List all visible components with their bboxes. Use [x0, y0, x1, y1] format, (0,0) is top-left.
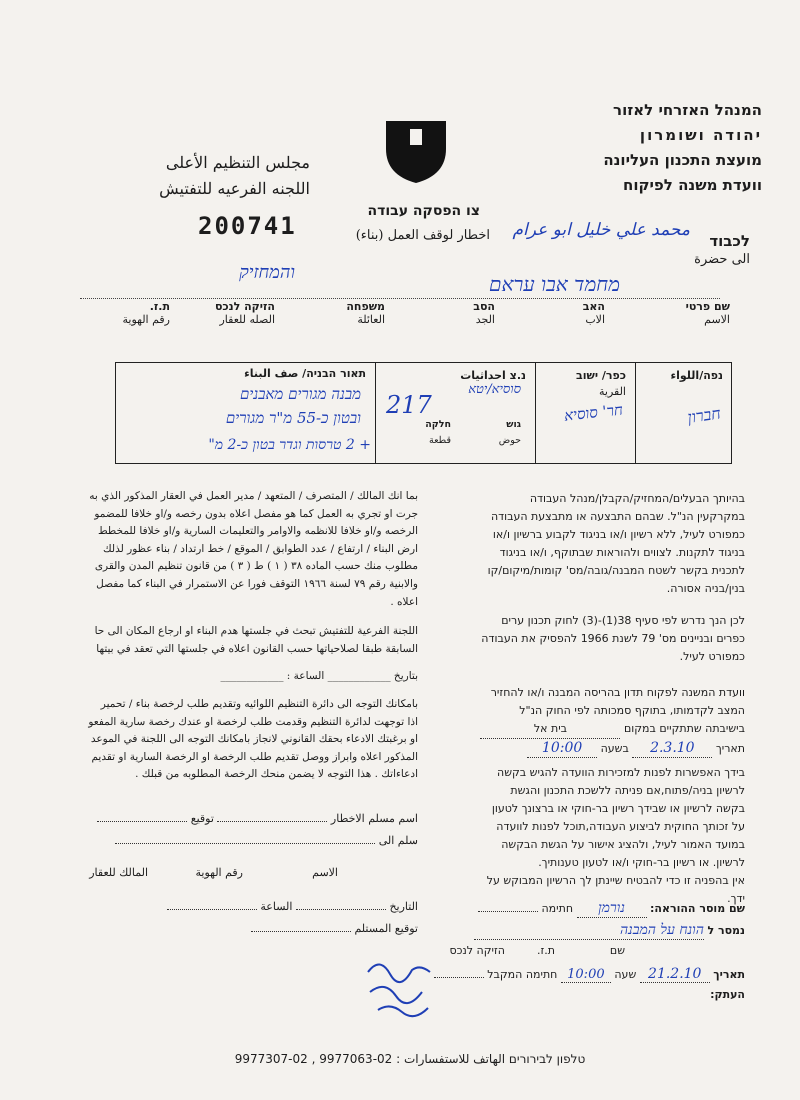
recipient-signature-label: חתימה המקבל [487, 968, 558, 981]
meeting-date-value: 2.3.10 [632, 739, 712, 758]
col-family: משפחה العائلة [346, 300, 385, 326]
identity-handwritten-name: מחמד אבו עראם [489, 272, 620, 296]
ar-authority-line-2: اللجنه الفرعيه للتفتيش [159, 179, 310, 198]
ar-notifier-label: اسم مسلم الاخطار [330, 812, 418, 825]
handwritten-signature [360, 952, 440, 1022]
addressee-name-handwritten: محمد علي خليل ابو عرام [512, 220, 690, 240]
col-relation: הזיקה לנכס الصله للعقار [214, 300, 275, 326]
col-village-label: כפר/ ישוב [576, 369, 626, 382]
hand-coords-place: סוסיא/יטא [468, 382, 521, 397]
authority-line-2: יהודה ושומרון [639, 126, 762, 144]
authority-line-4: וועדת משנה לפיקוח [623, 176, 762, 194]
footer-phone: טלפון לבירורים الهاتف للاستفسارات : 02-9977063 , 02-9977307 [234, 1052, 586, 1066]
hand-description-3: + 2 טרסות וגדר בטון כ-2 מ" [208, 437, 371, 453]
arabic-signature-block [58, 812, 418, 944]
name-label: שם [609, 944, 625, 957]
ar-line: اللجنة الفرعية للتفتيش تبحث في جلستها هدم البناء او ارجاع المكان الى حا [94, 625, 418, 638]
hebrew-authority-header [462, 98, 762, 198]
id-label: ת.ז. [536, 944, 555, 957]
ar-line: السابقة طبقا لصلاحياتها حسب القانون اعلاه في جلستها التي تعقد في بيتها [96, 642, 418, 655]
he-para-4: בידך האפשרות לפנות למזכירות הוועדה להגיש בקשה לרשיון בניה/פתוח,אם פניתה ללשכת התכנון והגשת בקשה לרשיון או שבידך רשיון בר-חוקי או ברצונך לטעון על זכותך החוקית לביצוע העבודה,תוכל לפנות לוועדה במועד האמור לעיל, ולהציג אישור על הגשת הבקשה לרשיון. או רשיון בר-חוקי ו/או לטעון טענותיך. אין בהפניה זו כדי להבטיח שיינתן לך הרשיון המבוקש על ידך. [486, 766, 745, 905]
col-coords-label: נ.צ احداثيات [460, 369, 526, 382]
identity-handwritten-relation: והמחזיק [239, 262, 295, 283]
ar-line: الرخصه و/او خلافا للانظمه والاوامر والتعليمات السارية و/او خلافا للمخطط [97, 525, 418, 538]
delivered-hand: הונח על המבנה [474, 922, 704, 940]
he-para-1: בהיותך הבעלים/המחזיק/הקבלן/מנהל העבודה במקרקעין הנ"ל. שבהם התבצעה או מתבצעת העבודה כמפורט לעיל, ללא רשיון ו/או בניגוד לקבוע ברשיון ו/או בניגוד לתקנות. לצווים ולהוראות שבתוקף, ו/או בניגוד לתכנית בקשר לשטח המבנה/גובה/מס' קומות/מיקום/קו בנין/בניה אסורה. [487, 492, 745, 595]
ar-line: ادعاءاتك . هذا التوجه لا يضمن منحك الرخصة المطلوبه من قبلك . [135, 768, 418, 781]
ar-date-label: التاريخ [389, 900, 418, 913]
col-description-label: תאור הבניה/ صف البناء [244, 367, 366, 380]
ar-line: ارض البناء / ارتفاع / عدد الطوابق / الموقع / خط ارتداد / بناء عظور لذلك [103, 542, 418, 555]
meeting-date-label: תאריך [715, 742, 745, 755]
col-plot-label: قطعة [428, 435, 451, 446]
meeting-hour-value: 10:00 [527, 739, 597, 758]
col-district-label: נפה/اللواء [670, 369, 723, 382]
hand-coords-number: 217 [386, 391, 432, 419]
arabic-body [58, 488, 418, 784]
date-label: תאריך [713, 968, 745, 981]
ar-signature-label: توقيع [190, 812, 214, 825]
location-table [115, 362, 732, 464]
hour-label: שעה [614, 968, 637, 981]
copy-label: העתק: [710, 988, 745, 1001]
emblem-seal [380, 115, 452, 187]
menorah-emblem-icon [380, 115, 452, 187]
ar-line: بامكانك التوجه الى دائرة التنظيم اللوائيه وتقديم طلب لرخصة بناء / تحمير [100, 697, 418, 710]
col-village-ar-label: القرية [598, 385, 626, 398]
ar-line: بتاريخ ____________ الساعة : ____________ [220, 670, 418, 683]
meeting-place: בית אל [533, 722, 568, 735]
delivered-label: נמסר ל [707, 924, 745, 937]
col-father: האב الاب [582, 300, 605, 326]
identity-columns [80, 300, 730, 340]
ar-id-label: رقم الهوية [195, 866, 243, 879]
meeting-hour-label: בשעה [600, 742, 629, 755]
issuer-label: שם מוסר ההוראה: [650, 902, 745, 915]
ar-line: او برغبتك الادعاء بحقك القانوني لانجاز بامكانك التوجه الى اللجنة في الموعد [90, 733, 418, 746]
serial-number: 200741 [198, 212, 297, 240]
col-id: ת.ז. رقم الهوية [122, 300, 170, 326]
ar-line: اذا توجهت لدائرة التنظيم وقدمت طلب لرخصة او عندك رخصة سارية المفعو [88, 715, 418, 728]
col-firstname: שם פרטי الاسم [685, 300, 730, 326]
hebrew-body [425, 490, 745, 908]
col-area-label: حوض [498, 435, 521, 446]
authority-line-3: מועצת התכנון העליונה [603, 151, 762, 169]
identity-underline [80, 298, 720, 299]
col-block-label: גוש [506, 419, 521, 430]
to-label-he: לכבוד [709, 232, 750, 250]
signature-scribble-icon [360, 952, 440, 1022]
hand-district: חברון [686, 403, 722, 427]
col-parcel-label: חלקה [425, 419, 451, 430]
he-para-3: וועדת המשנה לפקוח תדון בהריסה המבנה ו/או להחזיר המצב לקדמותו, בתוקף סמכותה לפי החוק הנ"ל בישיבתה שתתקיים במקום בית אל תאריך 2.3.10 בשעה 10:00 [425, 684, 745, 758]
issuer-signature-label: חתימה [541, 902, 574, 915]
hand-description-1: מבנה מגורים מאבנים [240, 385, 361, 403]
hebrew-signature-block [415, 900, 745, 1008]
col-grandfather: הסב الجد [473, 300, 495, 326]
ar-hour-label: الساعة [260, 900, 293, 913]
ar-line: اعلاه . [390, 595, 418, 608]
hand-village: חר' סוסיא [563, 400, 624, 425]
date-hand: 21.2.10 [640, 966, 710, 983]
ar-delivered-label: سلم الى [378, 834, 418, 847]
to-label-ar: الى حضرة [694, 252, 750, 267]
relation-label: הזיקה לנכס [449, 944, 505, 957]
ar-line: جرت او تجري به العمل كما هو مفصل اعلاه بدون رخصه و/او خلافا للمضمو [94, 507, 418, 520]
ar-authority-line-1: مجلس التنظيم الأعلى [165, 153, 310, 172]
ar-name-label: الاسم [312, 866, 338, 879]
ar-line: المذكور اعلاه وابراز ووصل تقديم طلب الرخصة او الرخصة السارية او تقديم [91, 750, 418, 763]
arabic-authority-header [70, 150, 310, 202]
order-title-ar: اخطار لوقف العمل (بناء) [355, 228, 490, 243]
ar-owner-label: المالك للعقار [89, 866, 148, 879]
order-title-he: צו הפסקה עבודה [367, 203, 480, 219]
ar-line: بما انك المالك / المتصرف / المتعهد / مدير العمل في العقار المذكور الذي به [89, 490, 418, 502]
ar-recipient-signature-label: توقيع المستلم [354, 922, 418, 935]
hand-description-2: ובטון כ-55 מ"ר מגורים [225, 409, 361, 427]
ar-line: والابنية رقم ٧٩ لسنة ١٩٦٦ التوقف فورا عن الاستمرار في البناء كما مفصل [96, 577, 418, 590]
hour-hand: 10:00 [561, 967, 611, 983]
issuer-hand: נורמן [577, 900, 647, 918]
authority-line-1: המנהל האזרחי לאזור [613, 101, 762, 119]
ar-line: مطلوب منك حسب الماده ٣٨ ( ١ ) ط ( ٣ ) من قانون تنظيم المدن والقرى [94, 560, 418, 573]
he-para-2: לכן הנך נדרש לפי סעיף 38(1)-(3) לחוק תכנון ערים כפרים ובניינים מס' 79 לשנת 1966 להפסיק את העבודה כמפורט לעיל. [481, 614, 745, 663]
